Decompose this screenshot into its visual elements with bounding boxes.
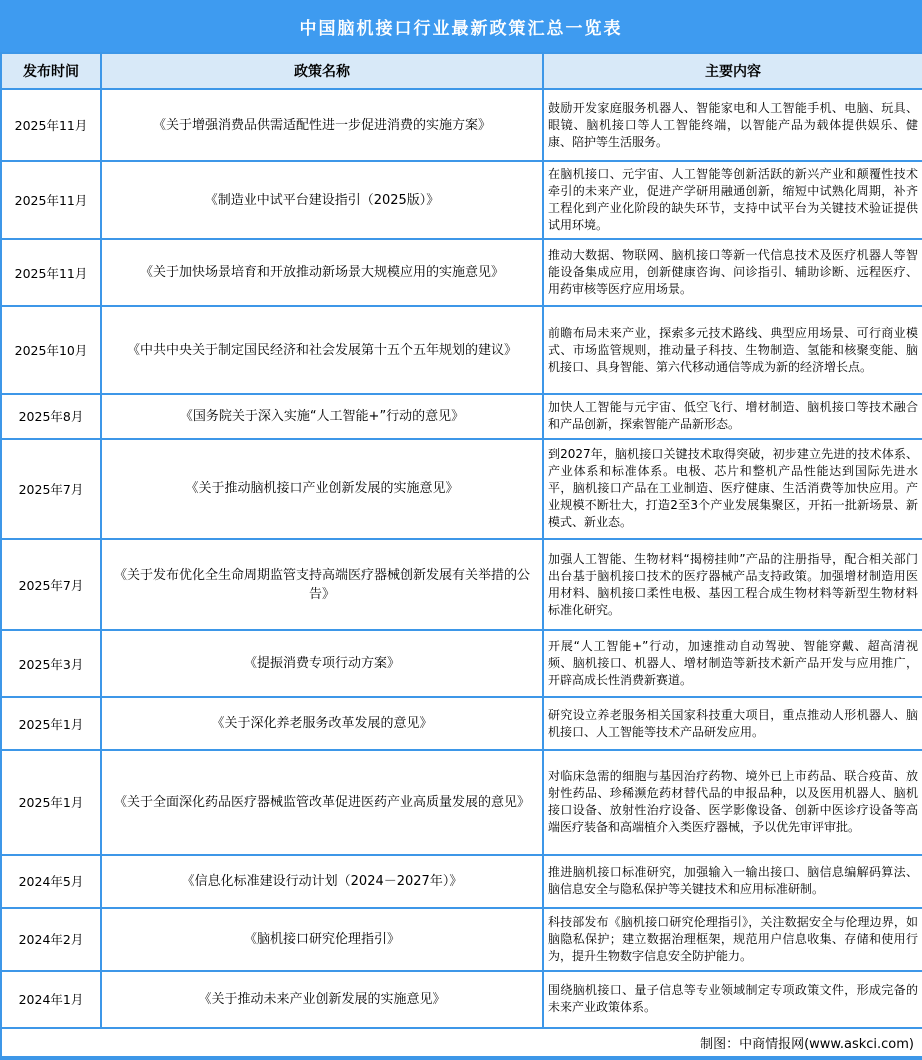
policy-date-cell: 2025年11月 xyxy=(1,89,101,161)
policy-content-cell: 在脑机接口、元宇宙、人工智能等创新活跃的新兴产业和颠覆性技术牵引的未来产业，促进产学研用融通创新，缩短中试熟化周期，补齐工程化到产业化阶段的缺失环节，支持中试平台为关键技术验证提供试用环境。 xyxy=(543,161,922,239)
policy-name-cell: 《脑机接口研究伦理指引》 xyxy=(101,908,543,971)
column-header-date: 发布时间 xyxy=(1,53,101,89)
table-row xyxy=(1,239,922,306)
policy-date-cell: 2025年10月 xyxy=(1,306,101,393)
policy-date-cell: 2025年11月 xyxy=(1,161,101,239)
table-row xyxy=(1,630,922,697)
table-row xyxy=(1,439,922,539)
policy-date-cell: 2024年2月 xyxy=(1,908,101,971)
table-header xyxy=(1,53,922,89)
table-row xyxy=(1,697,922,750)
credit-text: 制图：中商情报网(www.askci.com) xyxy=(1,1028,922,1058)
policy-name-cell: 《关于推动脑机接口产业创新发展的实施意见》 xyxy=(101,439,543,539)
policy-date-cell: 2025年7月 xyxy=(1,539,101,630)
policy-date-cell: 2025年1月 xyxy=(1,750,101,854)
policy-date-cell: 2025年7月 xyxy=(1,439,101,539)
policy-name-cell: 《提振消费专项行动方案》 xyxy=(101,630,543,697)
table-row xyxy=(1,750,922,854)
table-row xyxy=(1,908,922,971)
column-header-name: 政策名称 xyxy=(101,53,543,89)
table-row xyxy=(1,539,922,630)
policy-date-cell: 2025年1月 xyxy=(1,697,101,750)
policy-content-cell: 加强人工智能、生物材料“揭榜挂帅”产品的注册指导，配合相关部门出台基于脑机接口技术的医疗器械产品支持政策。加强增材制造用医用材料、脑机接口柔性电极、基因工程合成生物材料等新型生物材料标准化研究。 xyxy=(543,539,922,630)
policy-table xyxy=(0,52,922,1060)
table-footer xyxy=(1,1028,922,1058)
policy-date-cell: 2024年5月 xyxy=(1,855,101,908)
table-row xyxy=(1,89,922,161)
policy-date-cell: 2025年8月 xyxy=(1,394,101,439)
policy-date-cell: 2024年1月 xyxy=(1,971,101,1028)
table-row xyxy=(1,855,922,908)
header-row xyxy=(1,53,922,89)
policy-name-cell: 《信息化标准建设行动计划（2024－2027年）》 xyxy=(101,855,543,908)
policy-name-cell: 《关于发布优化全生命周期监管支持高端医疗器械创新发展有关举措的公告》 xyxy=(101,539,543,630)
policy-date-cell: 2025年11月 xyxy=(1,239,101,306)
policy-content-cell: 推进脑机接口标准研究，加强输入一输出接口、脑信息编解码算法、脑信息安全与隐私保护等关键技术和应用标准研制。 xyxy=(543,855,922,908)
policy-content-cell: 前瞻布局未来产业，探索多元技术路线、典型应用场景、可行商业模式、市场监管规则，推动量子科技、生物制造、氢能和核聚变能、脑机接口、具身智能、第六代移动通信等成为新的经济增长点。 xyxy=(543,306,922,393)
policy-content-cell: 鼓励开发家庭服务机器人、智能家电和人工智能手机、电脑、玩具、眼镜、脑机接口等人工智能终端，以智能产品为载体提供娱乐、健康、陪护等生活服务。 xyxy=(543,89,922,161)
policy-content-cell: 开展“人工智能+”行动，加速推动自动驾驶、智能穿戴、超高清视频、脑机接口、机器人、增材制造等新技术新产品开发与应用推广，开辟高成长性消费新赛道。 xyxy=(543,630,922,697)
table-row xyxy=(1,306,922,393)
policy-table-body xyxy=(1,89,922,1028)
policy-content-cell: 对临床急需的细胞与基因治疗药物、境外已上市药品、联合疫苗、放射性药品、珍稀濒危药材替代品的申报品种，以及医用机器人、脑机接口设备、放射性治疗设备、医学影像设备、创新中医诊疗设备等高端医疗装备和高端植介入类医疗器械，予以优先审评审批。 xyxy=(543,750,922,854)
policy-content-cell: 加快人工智能与元宇宙、低空飞行、增材制造、脑机接口等技术融合和产品创新，探索智能产品新形态。 xyxy=(543,394,922,439)
policy-content-cell: 推动大数据、物联网、脑机接口等新一代信息技术及医疗机器人等智能设备集成应用，创新健康咨询、问诊指引、辅助诊断、远程医疗、用药审核等医疗应用场景。 xyxy=(543,239,922,306)
policy-name-cell: 《制造业中试平台建设指引（2025版）》 xyxy=(101,161,543,239)
policy-content-cell: 研究设立养老服务相关国家科技重大项目，重点推动人形机器人、脑机接口、人工智能等技术产品研发应用。 xyxy=(543,697,922,750)
policy-name-cell: 《关于全面深化药品医疗器械监管改革促进医药产业高质量发展的意见》 xyxy=(101,750,543,854)
policy-date-cell: 2025年3月 xyxy=(1,630,101,697)
table-row xyxy=(1,971,922,1028)
policy-name-cell: 《关于增强消费品供需适配性进一步促进消费的实施方案》 xyxy=(101,89,543,161)
footer-row xyxy=(1,1028,922,1058)
policy-content-cell: 围绕脑机接口、量子信息等专业领域制定专项政策文件，形成完备的未来产业政策体系。 xyxy=(543,971,922,1028)
column-header-content: 主要内容 xyxy=(543,53,922,89)
table-row xyxy=(1,161,922,239)
policy-content-cell: 到2027年，脑机接口关键技术取得突破，初步建立先进的技术体系、产业体系和标准体系。电极、芯片和整机产品性能达到国际先进水平，脑机接口产品在工业制造、医疗健康、生活消费等加快应用。产业规模不断壮大，打造2至3个产业发展集聚区，开拓一批新场景、新模式、新业态。 xyxy=(543,439,922,539)
policy-name-cell: 《关于深化养老服务改革发展的意见》 xyxy=(101,697,543,750)
policy-name-cell: 《关于推动未来产业创新发展的实施意见》 xyxy=(101,971,543,1028)
table-row xyxy=(1,394,922,439)
policy-name-cell: 《关于加快场景培育和开放推动新场景大规模应用的实施意见》 xyxy=(101,239,543,306)
policy-content-cell: 科技部发布《脑机接口研究伦理指引》，关注数据安全与伦理边界，如脑隐私保护；建立数据治理框架，规范用户信息收集、存储和使用行为，提升生物数字信息安全防护能力。 xyxy=(543,908,922,971)
page-title: 中国脑机接口行业最新政策汇总一览表 xyxy=(0,0,922,52)
policy-name-cell: 《国务院关于深入实施“人工智能+”行动的意见》 xyxy=(101,394,543,439)
policy-name-cell: 《中共中央关于制定国民经济和社会发展第十五个五年规划的建议》 xyxy=(101,306,543,393)
